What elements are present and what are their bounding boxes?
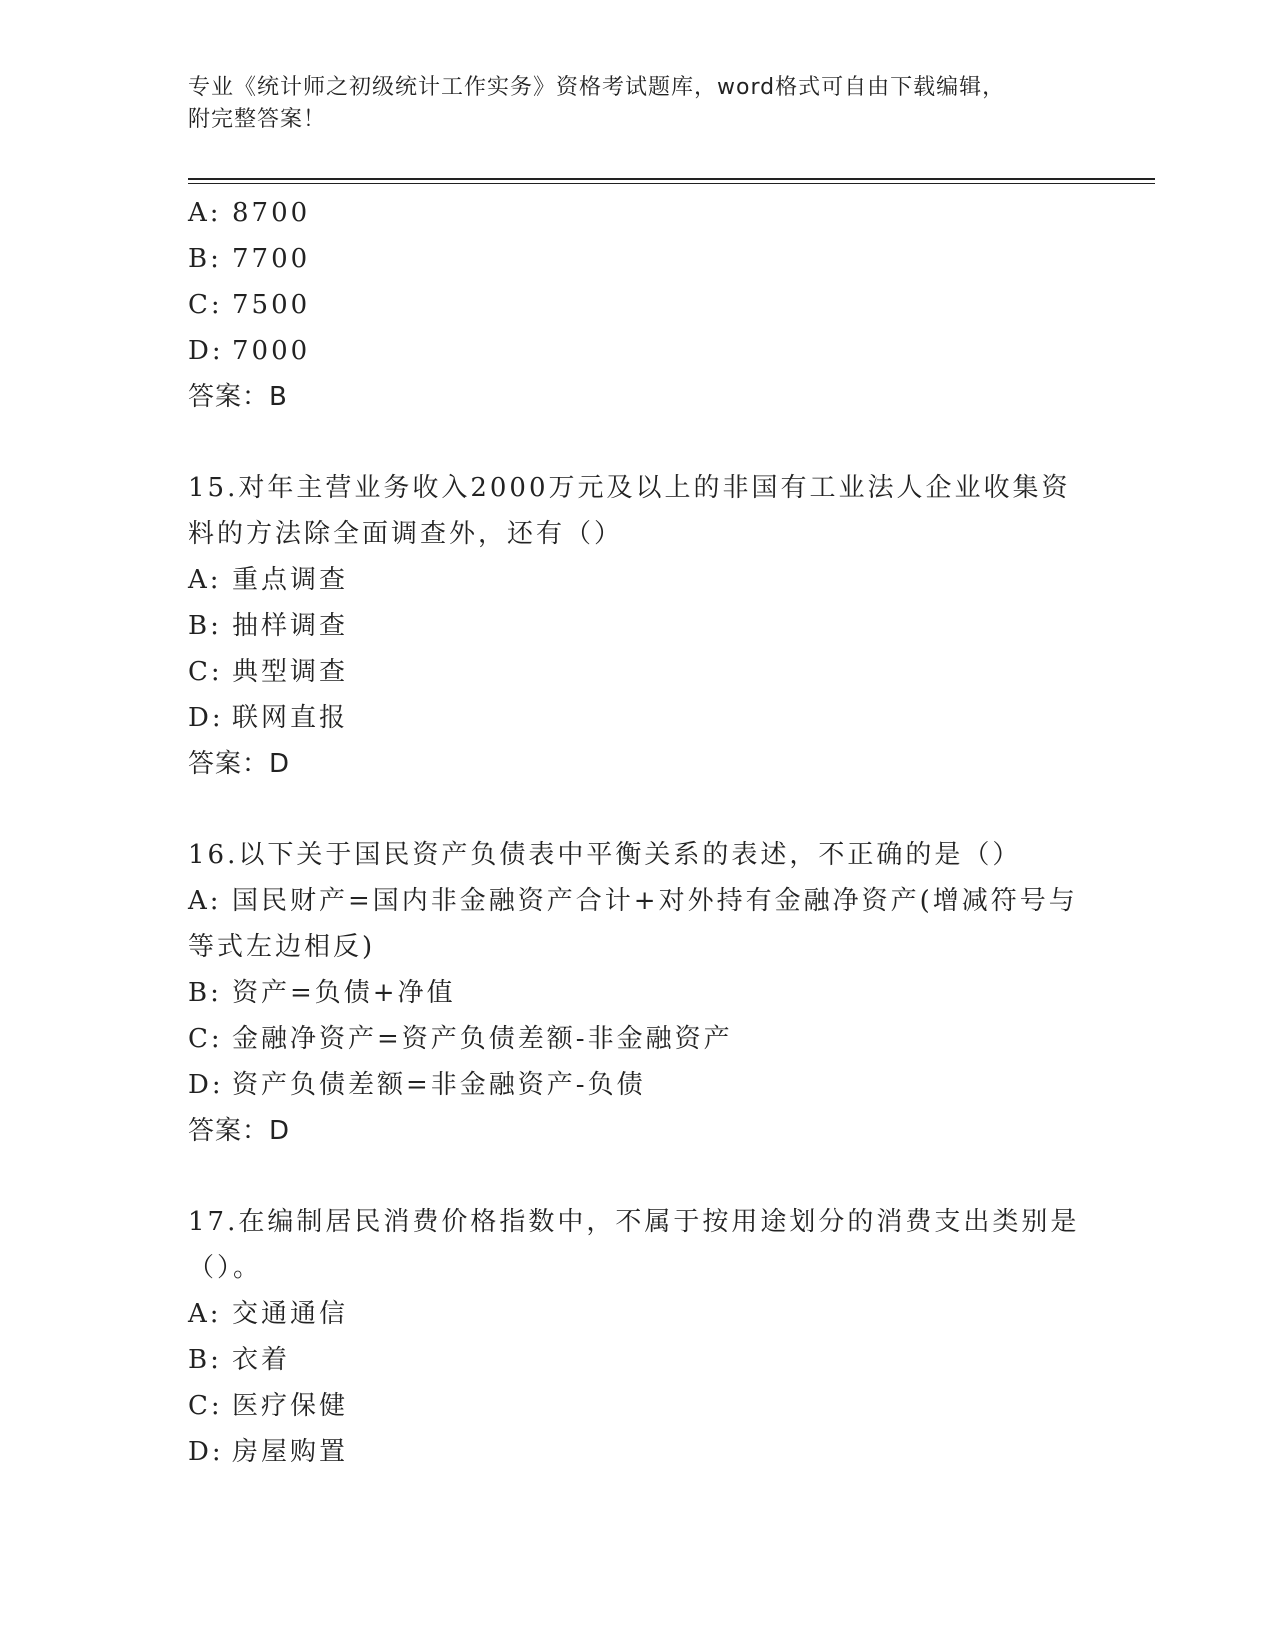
option-text: 资产负债差额=非金融资产-负债 bbox=[232, 1070, 646, 1100]
question-content bbox=[188, 190, 1088, 1475]
option-label: D: bbox=[188, 703, 224, 733]
option-text: 交通通信 bbox=[232, 1299, 349, 1329]
question-stem-line: 17.在编制居民消费价格指数中，不属于按用途划分的消费支出类别是 bbox=[188, 1207, 1080, 1237]
answer-line: 答案：D bbox=[188, 749, 291, 779]
option-a-continuation: 等式左边相反) bbox=[188, 932, 376, 962]
option-d bbox=[188, 328, 1088, 374]
option-a bbox=[188, 878, 1088, 924]
option-label: A: bbox=[188, 1299, 222, 1329]
header-divider-thick bbox=[188, 178, 1155, 180]
option-b bbox=[188, 1337, 1088, 1383]
option-c bbox=[188, 1016, 1088, 1062]
option-a bbox=[188, 1291, 1088, 1337]
option-d bbox=[188, 1429, 1088, 1475]
option-text: 资产=负债+净值 bbox=[232, 978, 456, 1008]
option-b bbox=[188, 970, 1088, 1016]
question-stem-line: 16.以下关于国民资产负债表中平衡关系的表述，不正确的是（） bbox=[188, 840, 1022, 870]
answer-line: 答案：D bbox=[188, 1116, 291, 1146]
question-16 bbox=[188, 832, 1088, 1154]
question-15 bbox=[188, 465, 1088, 787]
option-label: C: bbox=[188, 1024, 223, 1054]
option-label: D: bbox=[188, 1437, 224, 1467]
option-c bbox=[188, 1383, 1088, 1429]
option-label: C: bbox=[188, 290, 223, 320]
option-text: 衣着 bbox=[232, 1345, 291, 1375]
option-c bbox=[188, 282, 1088, 328]
option-text: 7000 bbox=[232, 336, 311, 366]
option-label: A: bbox=[188, 886, 222, 916]
option-text: 8700 bbox=[232, 198, 311, 228]
option-label: D: bbox=[188, 1070, 224, 1100]
option-text: 抽样调查 bbox=[232, 611, 349, 641]
document-header bbox=[188, 72, 1088, 136]
option-label: B: bbox=[188, 611, 222, 641]
option-text: 国民财产=国内非金融资产合计+对外持有金融净资产(增减符号与 bbox=[232, 886, 1078, 916]
option-label: A: bbox=[188, 198, 222, 228]
option-b bbox=[188, 603, 1088, 649]
option-text: 房屋购置 bbox=[232, 1437, 349, 1467]
answer-line: 答案：B bbox=[188, 382, 288, 412]
option-text: 医疗保健 bbox=[232, 1391, 349, 1421]
option-c bbox=[188, 649, 1088, 695]
option-a bbox=[188, 190, 1088, 236]
header-line-2: 附完整答案！ bbox=[188, 107, 327, 132]
spacer bbox=[188, 1154, 1088, 1199]
option-label: D: bbox=[188, 336, 224, 366]
question-17 bbox=[188, 1199, 1088, 1475]
option-text: 联网直报 bbox=[232, 703, 349, 733]
option-label: B: bbox=[188, 244, 222, 274]
option-text: 典型调查 bbox=[232, 657, 349, 687]
option-b bbox=[188, 236, 1088, 282]
option-label: B: bbox=[188, 1345, 222, 1375]
option-label: C: bbox=[188, 657, 223, 687]
option-label: C: bbox=[188, 1391, 223, 1421]
option-d bbox=[188, 1062, 1088, 1108]
question-stem-line: 15.对年主营业务收入2000万元及以上的非国有工业法人企业收集资 bbox=[188, 473, 1071, 503]
question-stem-line: （）。 bbox=[188, 1253, 263, 1283]
option-d bbox=[188, 695, 1088, 741]
option-text: 7700 bbox=[232, 244, 311, 274]
header-divider-thin bbox=[188, 183, 1155, 184]
option-label: A: bbox=[188, 565, 222, 595]
option-text: 7500 bbox=[232, 290, 311, 320]
question-14 bbox=[188, 190, 1088, 420]
option-text: 金融净资产=资产负债差额-非金融资产 bbox=[232, 1024, 733, 1054]
header-line-1: 专业《统计师之初级统计工作实务》资格考试题库，word格式可自由下载编辑， bbox=[188, 75, 1006, 100]
option-a bbox=[188, 557, 1088, 603]
option-label: B: bbox=[188, 978, 222, 1008]
spacer bbox=[188, 787, 1088, 832]
question-stem-line: 料的方法除全面调查外，还有（） bbox=[188, 519, 624, 549]
option-text: 重点调查 bbox=[232, 565, 349, 595]
spacer bbox=[188, 420, 1088, 465]
